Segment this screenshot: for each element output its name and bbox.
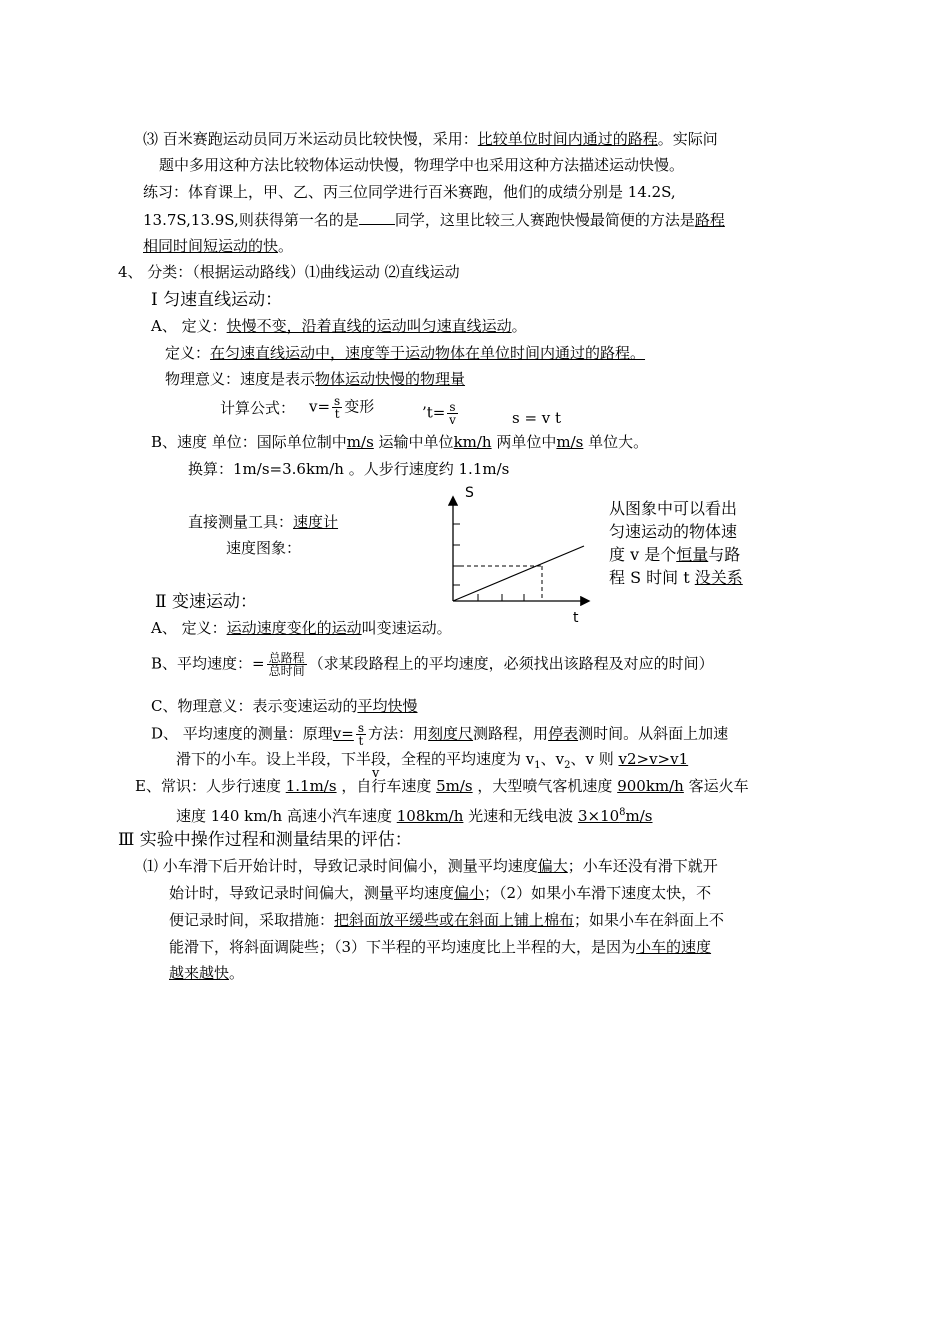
exercise-answer: 路程 xyxy=(694,211,725,229)
label: E、常识：人步行速度 xyxy=(135,777,286,795)
formula-s: s = v t xyxy=(512,409,562,427)
meaning: 物体运动快慢的物理量 xyxy=(315,370,466,388)
formula-label: 计算公式： xyxy=(220,399,296,417)
text: 两单位中 xyxy=(491,433,557,451)
meaning: 平均快慢 xyxy=(357,697,418,715)
text: 测路程，用 xyxy=(473,724,549,743)
answer: 偏大 xyxy=(537,857,568,875)
period: 。 xyxy=(511,317,527,335)
transport-unit: km/h xyxy=(453,433,492,451)
uniform-def-a xyxy=(151,316,527,336)
text: 度 v 是个 xyxy=(609,545,677,564)
text: 测时间。从斜面上加速 xyxy=(578,724,729,743)
tool: 速度计 xyxy=(293,513,339,531)
exercise-line1: 练习：体育课上，甲、乙、丙三位同学进行百米赛跑，他们的成绩分别是 14.2S, xyxy=(143,183,676,201)
graph-s-t-line xyxy=(453,546,584,601)
average-speed xyxy=(151,652,714,684)
speed-units xyxy=(151,432,648,452)
answer: 小车的速度 xyxy=(636,938,712,956)
label: 直接测量工具： xyxy=(188,513,294,531)
text: 。 xyxy=(229,964,245,982)
tool-ruler: 刻度尺 xyxy=(428,724,474,743)
formula-t xyxy=(422,401,460,431)
note-line-4 xyxy=(609,566,743,589)
tool-stopwatch: 停表 xyxy=(548,724,579,743)
walking-speed: 1.1m/s xyxy=(285,777,337,795)
eval-heading: Ⅲ 实验中操作过程和测量结果的评估： xyxy=(118,830,412,850)
speed-graph xyxy=(440,480,600,630)
denominator: t xyxy=(334,407,340,421)
eval-line3 xyxy=(169,910,724,930)
label: 物理意义：速度是表示 xyxy=(165,370,316,388)
answer: 没关系 xyxy=(694,568,743,587)
exercise-text-2: 同学，这里比较三人赛跑快慢最简便的方法是 xyxy=(394,211,695,229)
larger-unit: m/s xyxy=(556,433,584,451)
section-4-classification: 4、 分类：（根据运动路线）⑴曲线运动 ⑵直线运动 xyxy=(118,263,460,281)
jet-speed: 900km/h xyxy=(617,777,684,795)
text: 与路 xyxy=(708,545,741,564)
p3-line2: 题中多用这种方法比较物体运动快慢，物理学中也采用这种方法描述运动快慢。 xyxy=(159,156,685,174)
floating-v: v xyxy=(372,766,380,781)
denominator: t xyxy=(358,734,364,748)
variable-meaning xyxy=(151,696,418,716)
definition: 运动速度变化的运动 xyxy=(226,619,362,637)
numerator: 总路程 xyxy=(268,651,305,665)
text: ，自行车速度 xyxy=(336,777,437,795)
label: B、速度 单位：国际单位制中 xyxy=(151,433,347,451)
formula-tail: 变形 xyxy=(344,397,375,416)
denominator: 总时间 xyxy=(268,664,305,678)
answer: 把斜面放平缓些或在斜面上铺上棉布 xyxy=(334,911,575,929)
measure-tool xyxy=(188,512,338,532)
text: 客运火车 xyxy=(683,777,749,795)
text: 光速和无线电波 xyxy=(463,807,578,825)
text: （求某段路程上的平均速度，必须找出该路程及对应的时间） xyxy=(308,654,714,673)
exponent: 8 xyxy=(619,807,626,818)
text: 始计时，导致记录时间偏大，测量平均速度 xyxy=(169,884,455,902)
graph-x-ticks xyxy=(478,594,524,601)
p3-line1 xyxy=(143,129,718,149)
label: B、平均速度：= xyxy=(151,654,265,673)
graph-axis-s: S xyxy=(465,485,474,501)
unit-conversion: 换算：1m/s=3.6km/h 。人步行速度约 1.1m/s xyxy=(188,460,510,478)
label: C、物理意义：表示变速运动的 xyxy=(151,697,358,715)
exercise-end: 。 xyxy=(278,237,294,255)
text: 便记录时间，采取措施： xyxy=(169,911,335,929)
numerator: s xyxy=(357,721,365,735)
text: ；小车还没有滑下就开 xyxy=(567,857,718,875)
bicycle-speed: 5m/s xyxy=(436,777,473,795)
label: 定义： xyxy=(165,344,211,362)
light-speed xyxy=(578,807,653,825)
fraction-s-over-t xyxy=(356,722,366,747)
numerator: s xyxy=(334,394,341,408)
unit: m/s xyxy=(625,807,653,825)
subscript: 2 xyxy=(564,760,571,771)
label: D、 平均速度的测量：原理 xyxy=(151,724,333,743)
common-speeds-2 xyxy=(176,803,653,826)
answer: 偏小 xyxy=(454,884,485,902)
p3-answer: 比较单位时间内通过的路程 xyxy=(477,130,658,148)
exercise-line3 xyxy=(143,236,293,256)
graph-y-ticks xyxy=(453,524,460,585)
text: 速度 140 km/h 高速小汽车速度 xyxy=(176,807,397,825)
text: 、v 则 xyxy=(570,750,619,768)
uniform-meaning xyxy=(165,369,465,389)
average-speed-relation xyxy=(176,749,688,776)
text: 单位大。 xyxy=(583,433,649,451)
note-line-3 xyxy=(609,543,743,566)
eval-line5 xyxy=(169,963,244,983)
text: 运输中单位 xyxy=(373,433,454,451)
text: ⑴ 小车滑下后开始计时，导致记录时间偏小，测量平均速度 xyxy=(143,857,538,875)
exercise-text: 13.7S,13.9S,则获得第一名的是 xyxy=(143,211,359,229)
p3-text-end: 。实际问 xyxy=(657,130,718,148)
subscript: 1 xyxy=(534,760,541,771)
variable-heading: Ⅱ 变速运动： xyxy=(155,592,257,612)
definition: 快慢不变，沿着直线的运动叫匀速直线运动 xyxy=(226,317,512,335)
answer: 越来越快 xyxy=(169,964,230,982)
si-unit: m/s xyxy=(346,433,374,451)
relation-answer: v2>v>v1 xyxy=(618,750,689,768)
answer: 恒量 xyxy=(676,545,709,564)
uniform-heading: Ⅰ 匀速直线运动： xyxy=(151,290,283,310)
fraction-s-over-v xyxy=(447,401,457,426)
exercise-line2 xyxy=(143,209,725,230)
text: 叫变速运动。 xyxy=(361,619,452,637)
text: 滑下的小车。设上半段，下半段，全程的平均速度为 v xyxy=(176,750,535,768)
p3-text: ⑶ 百米赛跑运动员同万米运动员比较快慢，采用： xyxy=(143,130,478,148)
graph-axis-t: t xyxy=(573,610,579,626)
definition: 在匀速直线运动中，速度等于运动物体在单位时间内通过的路程。 xyxy=(210,344,646,362)
uniform-def-speed xyxy=(165,343,645,363)
eval-line4 xyxy=(169,937,711,957)
formula-lhs: v= xyxy=(309,397,331,416)
eval-line2 xyxy=(169,883,711,903)
text: ，大型喷气客机速度 xyxy=(472,777,618,795)
denominator: v xyxy=(449,413,456,427)
eval-line1 xyxy=(143,856,718,876)
numerator: s xyxy=(449,400,456,414)
answer-blank[interactable] xyxy=(359,209,395,225)
text: 程 S 时间 t xyxy=(609,568,695,587)
graph-note xyxy=(609,497,743,589)
formula-lhs: ’t= xyxy=(422,403,446,422)
text: 方法：用 xyxy=(368,724,429,743)
base: 3×10 xyxy=(577,807,620,825)
text: 能滑下，将斜面调陡些；（3）下半程的平均速度比上半程的大，是因为 xyxy=(169,938,637,956)
note-line-2: 匀速运动的物体速 xyxy=(609,522,738,541)
label: A、 定义： xyxy=(151,317,227,335)
common-speeds xyxy=(135,776,749,796)
text: 、v xyxy=(540,750,565,768)
text: ；（2）如果小车滑下速度太快，不 xyxy=(484,884,712,902)
graph-label: 速度图象： xyxy=(226,539,302,557)
fraction-s-over-t xyxy=(332,395,342,420)
exercise-answer-cont: 相同时间短运动的快 xyxy=(143,237,279,255)
text: ；如果小车在斜面上不 xyxy=(574,911,725,929)
car-speed: 108km/h xyxy=(396,807,464,825)
average-speed-measure xyxy=(151,722,728,750)
fraction-total xyxy=(267,652,307,677)
formula-v xyxy=(309,395,374,425)
label: A、 定义： xyxy=(151,619,227,637)
principle: v= xyxy=(332,724,354,743)
note-line-1: 从图象中可以看出 xyxy=(609,499,738,518)
variable-def-a xyxy=(151,618,452,638)
